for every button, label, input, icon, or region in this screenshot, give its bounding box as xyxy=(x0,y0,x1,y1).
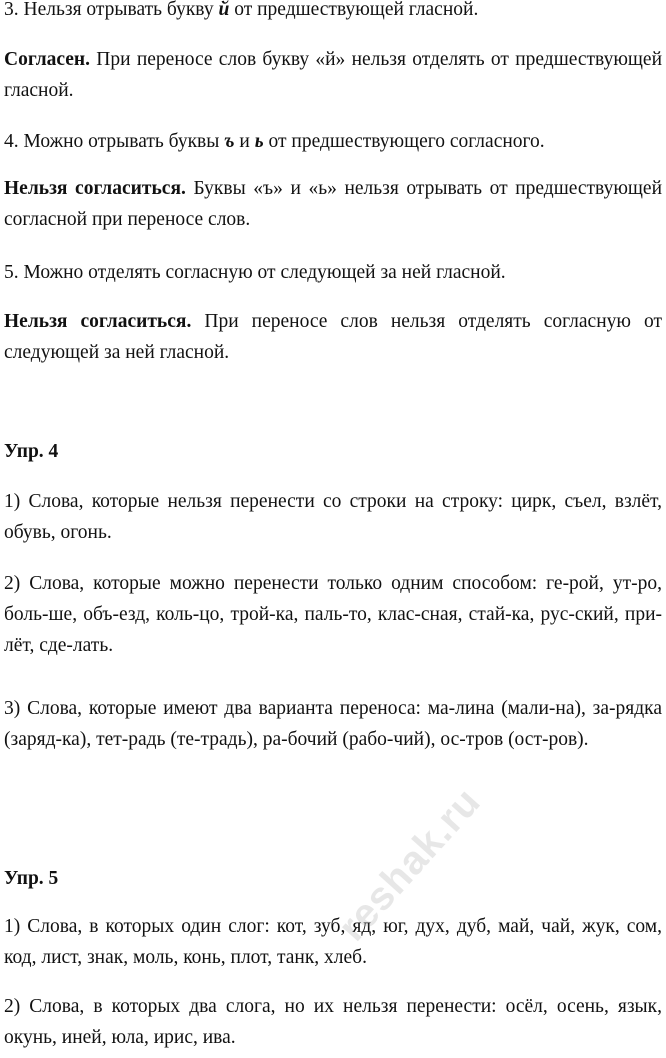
watermark: reshak.ru xyxy=(330,779,490,950)
exercise-4-heading: Упр. 4 xyxy=(4,441,59,462)
statement-5-verdict: Нельзя согласиться. xyxy=(4,311,192,332)
statement-4-verdict: Нельзя согласиться. xyxy=(4,178,186,199)
statement-3-answer-text: При переносе слов букву «й» нельзя отделять от предшествующей гласной. xyxy=(4,49,662,101)
statement-4-answer xyxy=(4,173,662,235)
statement-3 xyxy=(4,0,662,25)
statement-3-text-b: от предшествующей гласной. xyxy=(229,0,479,20)
statement-3-letter: й xyxy=(218,0,230,20)
statement-4-text-a: 4. Можно отрывать буквы xyxy=(4,131,225,152)
exercise-5-paragraph-2: 2) Слова, в которых два слога, но их нельзя перенести: осёл, осень, язык, окунь, иней, юла, ирис, ива. xyxy=(4,996,662,1048)
statement-5-text: 5. Можно отделять согласную от следующей за ней гласной. xyxy=(4,262,506,283)
statement-5 xyxy=(4,257,662,288)
statement-4-letter-1: ъ xyxy=(224,131,235,152)
statement-4-text-b: и xyxy=(234,131,255,152)
statement-5-answer xyxy=(4,306,662,368)
statement-4-text-c: от предшествующего согласного. xyxy=(263,131,545,152)
exercise-4-paragraph-1: 1) Слова, которые нельзя перенести со строки на строку: цирк, съел, взлёт, обувь, огонь. xyxy=(4,491,662,543)
statement-3-text-a: 3. Нельзя отрывать букву xyxy=(4,0,219,20)
statement-4-answer-text: Буквы «ъ» и «ь» нельзя отрывать от предшествующей согласной при переносе слов. xyxy=(4,178,663,230)
statement-3-verdict: Согласен. xyxy=(4,49,91,70)
exercise-4-paragraph-2: 2) Слова, которые можно перенести только одним способом: ге-рой, ут-ро, боль-ше, объ-езд, коль-цо, трой-ка, паль-то, клас-сная, стай-ка, рус-ский, при-лёт, сде-лать. xyxy=(4,573,662,656)
statement-4 xyxy=(4,126,662,157)
exercise-4-paragraph-3: 3) Слова, которые имеют два варианта переноса: ма-лина (мали-на), за-рядка (заряд-ка), тет-радь (те-традь), ра-бочий (рабо-чий), ос-тров (ост-ров). xyxy=(4,698,662,750)
statement-5-answer-text: При переносе слов нельзя отделять согласную от следующей за ней гласной. xyxy=(4,311,662,363)
exercise-5-heading: Упр. 5 xyxy=(4,868,59,889)
statement-3-answer xyxy=(4,44,662,106)
statement-4-letter-2: ь xyxy=(254,131,264,152)
exercise-5-paragraph-1: 1) Слова, в которых один слог: кот, зуб, яд, юг, дух, дуб, май, чай, жук, сом, код, лист, знак, моль, конь, плот, танк, хлеб. xyxy=(4,916,662,968)
